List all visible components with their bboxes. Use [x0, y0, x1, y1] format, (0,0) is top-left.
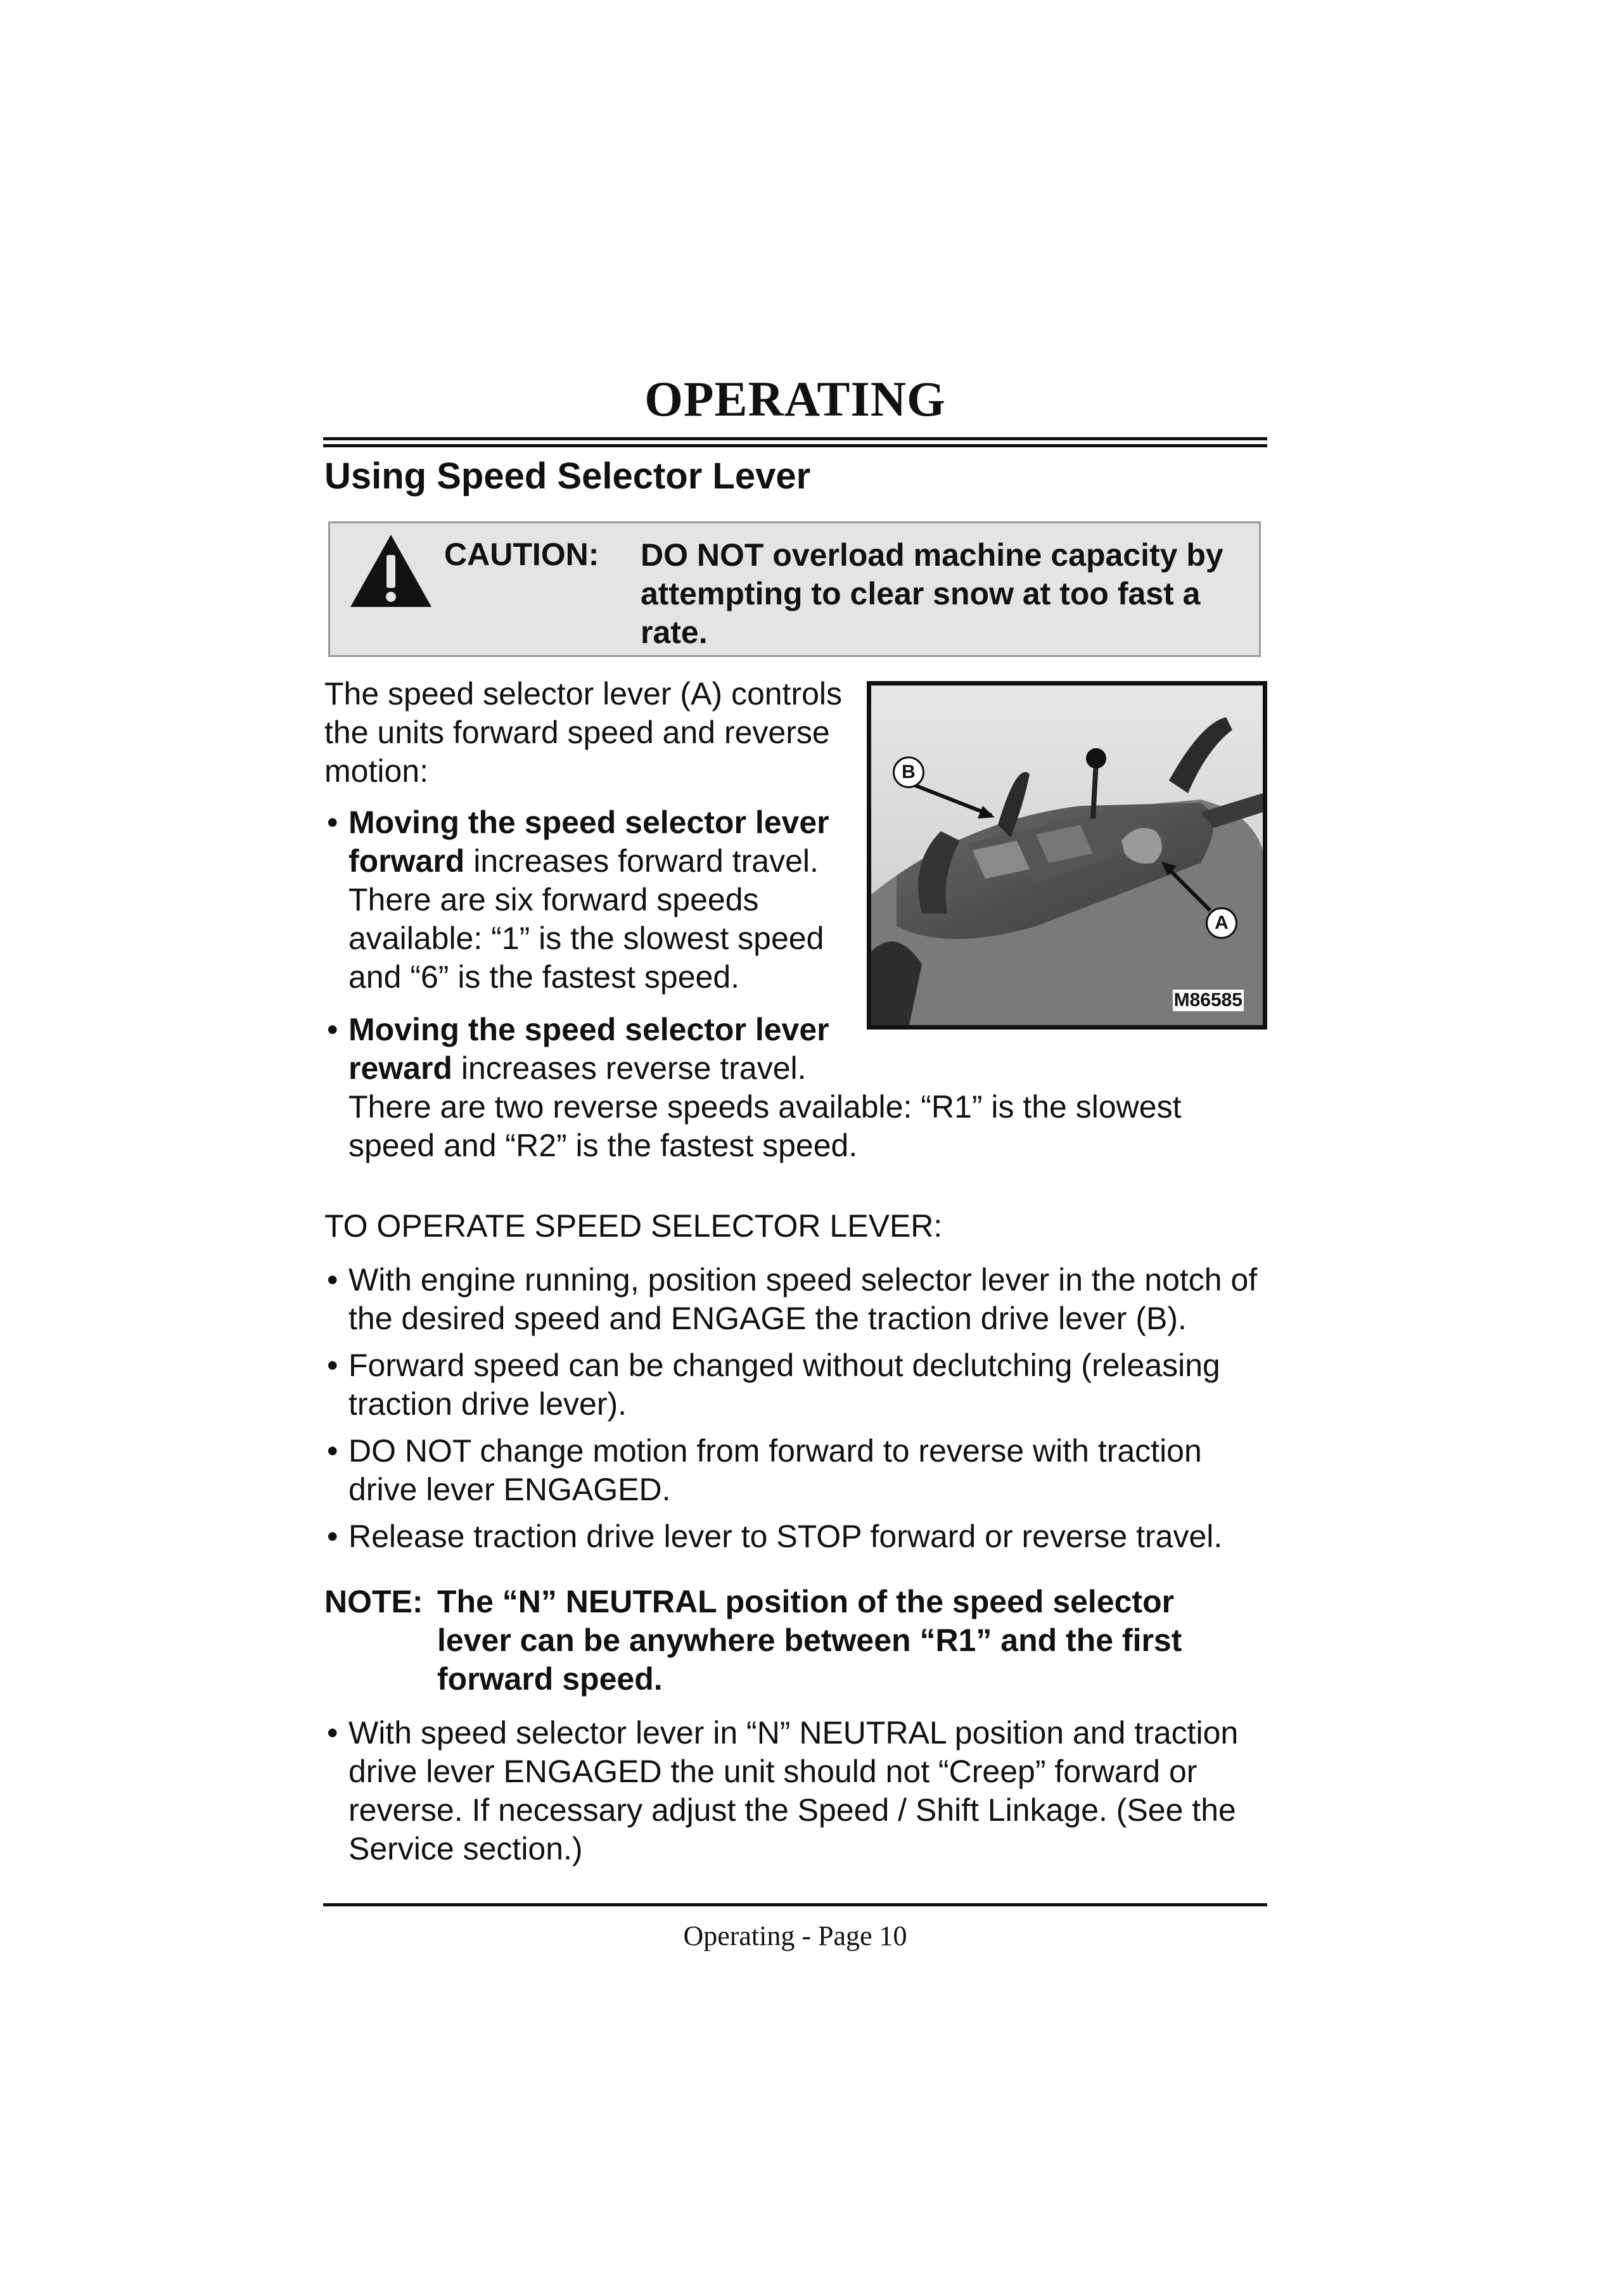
list-item [327, 1346, 1274, 1424]
page-title: OPERATING [644, 371, 946, 426]
title-double-rule [323, 437, 1267, 447]
bullet-dot: • [327, 1262, 338, 1298]
callout-b: B [893, 756, 924, 788]
bullet-dot: • [327, 1519, 338, 1554]
figure-id: M86585 [1173, 990, 1242, 1011]
note-label: NOTE: [324, 1584, 423, 1619]
bullet-dot: • [327, 805, 338, 840]
caution-box [328, 521, 1261, 657]
bullet-text: increases reverse travel. [452, 1050, 807, 1086]
callout-a: A [1206, 907, 1237, 939]
bullet-text: Forward speed can be changed without declutching (releasing traction drive lever). [348, 1348, 1220, 1422]
bullet-text: DO NOT change motion from forward to reverse with traction drive lever ENGAGED. [348, 1433, 1202, 1507]
warning-triangle-icon [348, 532, 434, 609]
list-item [327, 1517, 1274, 1556]
note-text: The “N” NEUTRAL position of the speed selector lever can be anywhere between “R1” and the first forward speed. [437, 1584, 1182, 1697]
bullet-dot: • [327, 1433, 338, 1469]
caution-label: CAUTION: [444, 537, 599, 572]
list-item [327, 1432, 1274, 1509]
caution-text: DO NOT overload machine capacity by attempting to clear snow at too fast a rate. [641, 537, 1223, 650]
list-item [327, 1261, 1274, 1338]
bullet-text: With speed selector lever in “N” NEUTRAL position and traction drive lever ENGAGED the unit should not “Creep” forward or reverse. If necessary adjust the Speed / Shift Linkage. (See the Service section.) [348, 1715, 1239, 1866]
bullet-bold-text: Moving the speed selector lever forward [348, 805, 829, 879]
list-item [327, 1714, 1248, 1868]
bullet-text: increases forward travel. There are six forward speeds available: “1” is the slowest speed and “6” is the fastest speed. [348, 843, 824, 995]
intro-paragraph: The speed selector lever (A) controls the units forward speed and reverse motion: [324, 676, 843, 789]
section-title: Using Speed Selector Lever [324, 456, 811, 497]
bullet-text: With engine running, position speed selector lever in the notch of the desired speed and ENGAGE the traction drive lever (B). [348, 1262, 1258, 1336]
operate-heading: TO OPERATE SPEED SELECTOR LEVER: [324, 1208, 943, 1244]
bullet-text: Release traction drive lever to STOP forward or reverse travel. [348, 1519, 1223, 1554]
bullet-bold-text: Moving the speed selector lever reward [348, 1012, 829, 1086]
bullet-text-continued: There are two reverse speeds available: “R1” is the slowest speed and “R2” is the fastest speed. [348, 1089, 1182, 1163]
speed-selector-photo [867, 681, 1267, 1030]
list-item [327, 1011, 1267, 1165]
list-item [327, 803, 868, 997]
bullet-dot: • [327, 1715, 338, 1751]
bullet-dot: • [327, 1348, 338, 1383]
footer-rule [323, 1903, 1267, 1906]
bullet-dot: • [327, 1012, 338, 1047]
snowblower-control-panel-illustration [871, 686, 1263, 1025]
page-footer: Operating - Page 10 [683, 1920, 907, 1951]
